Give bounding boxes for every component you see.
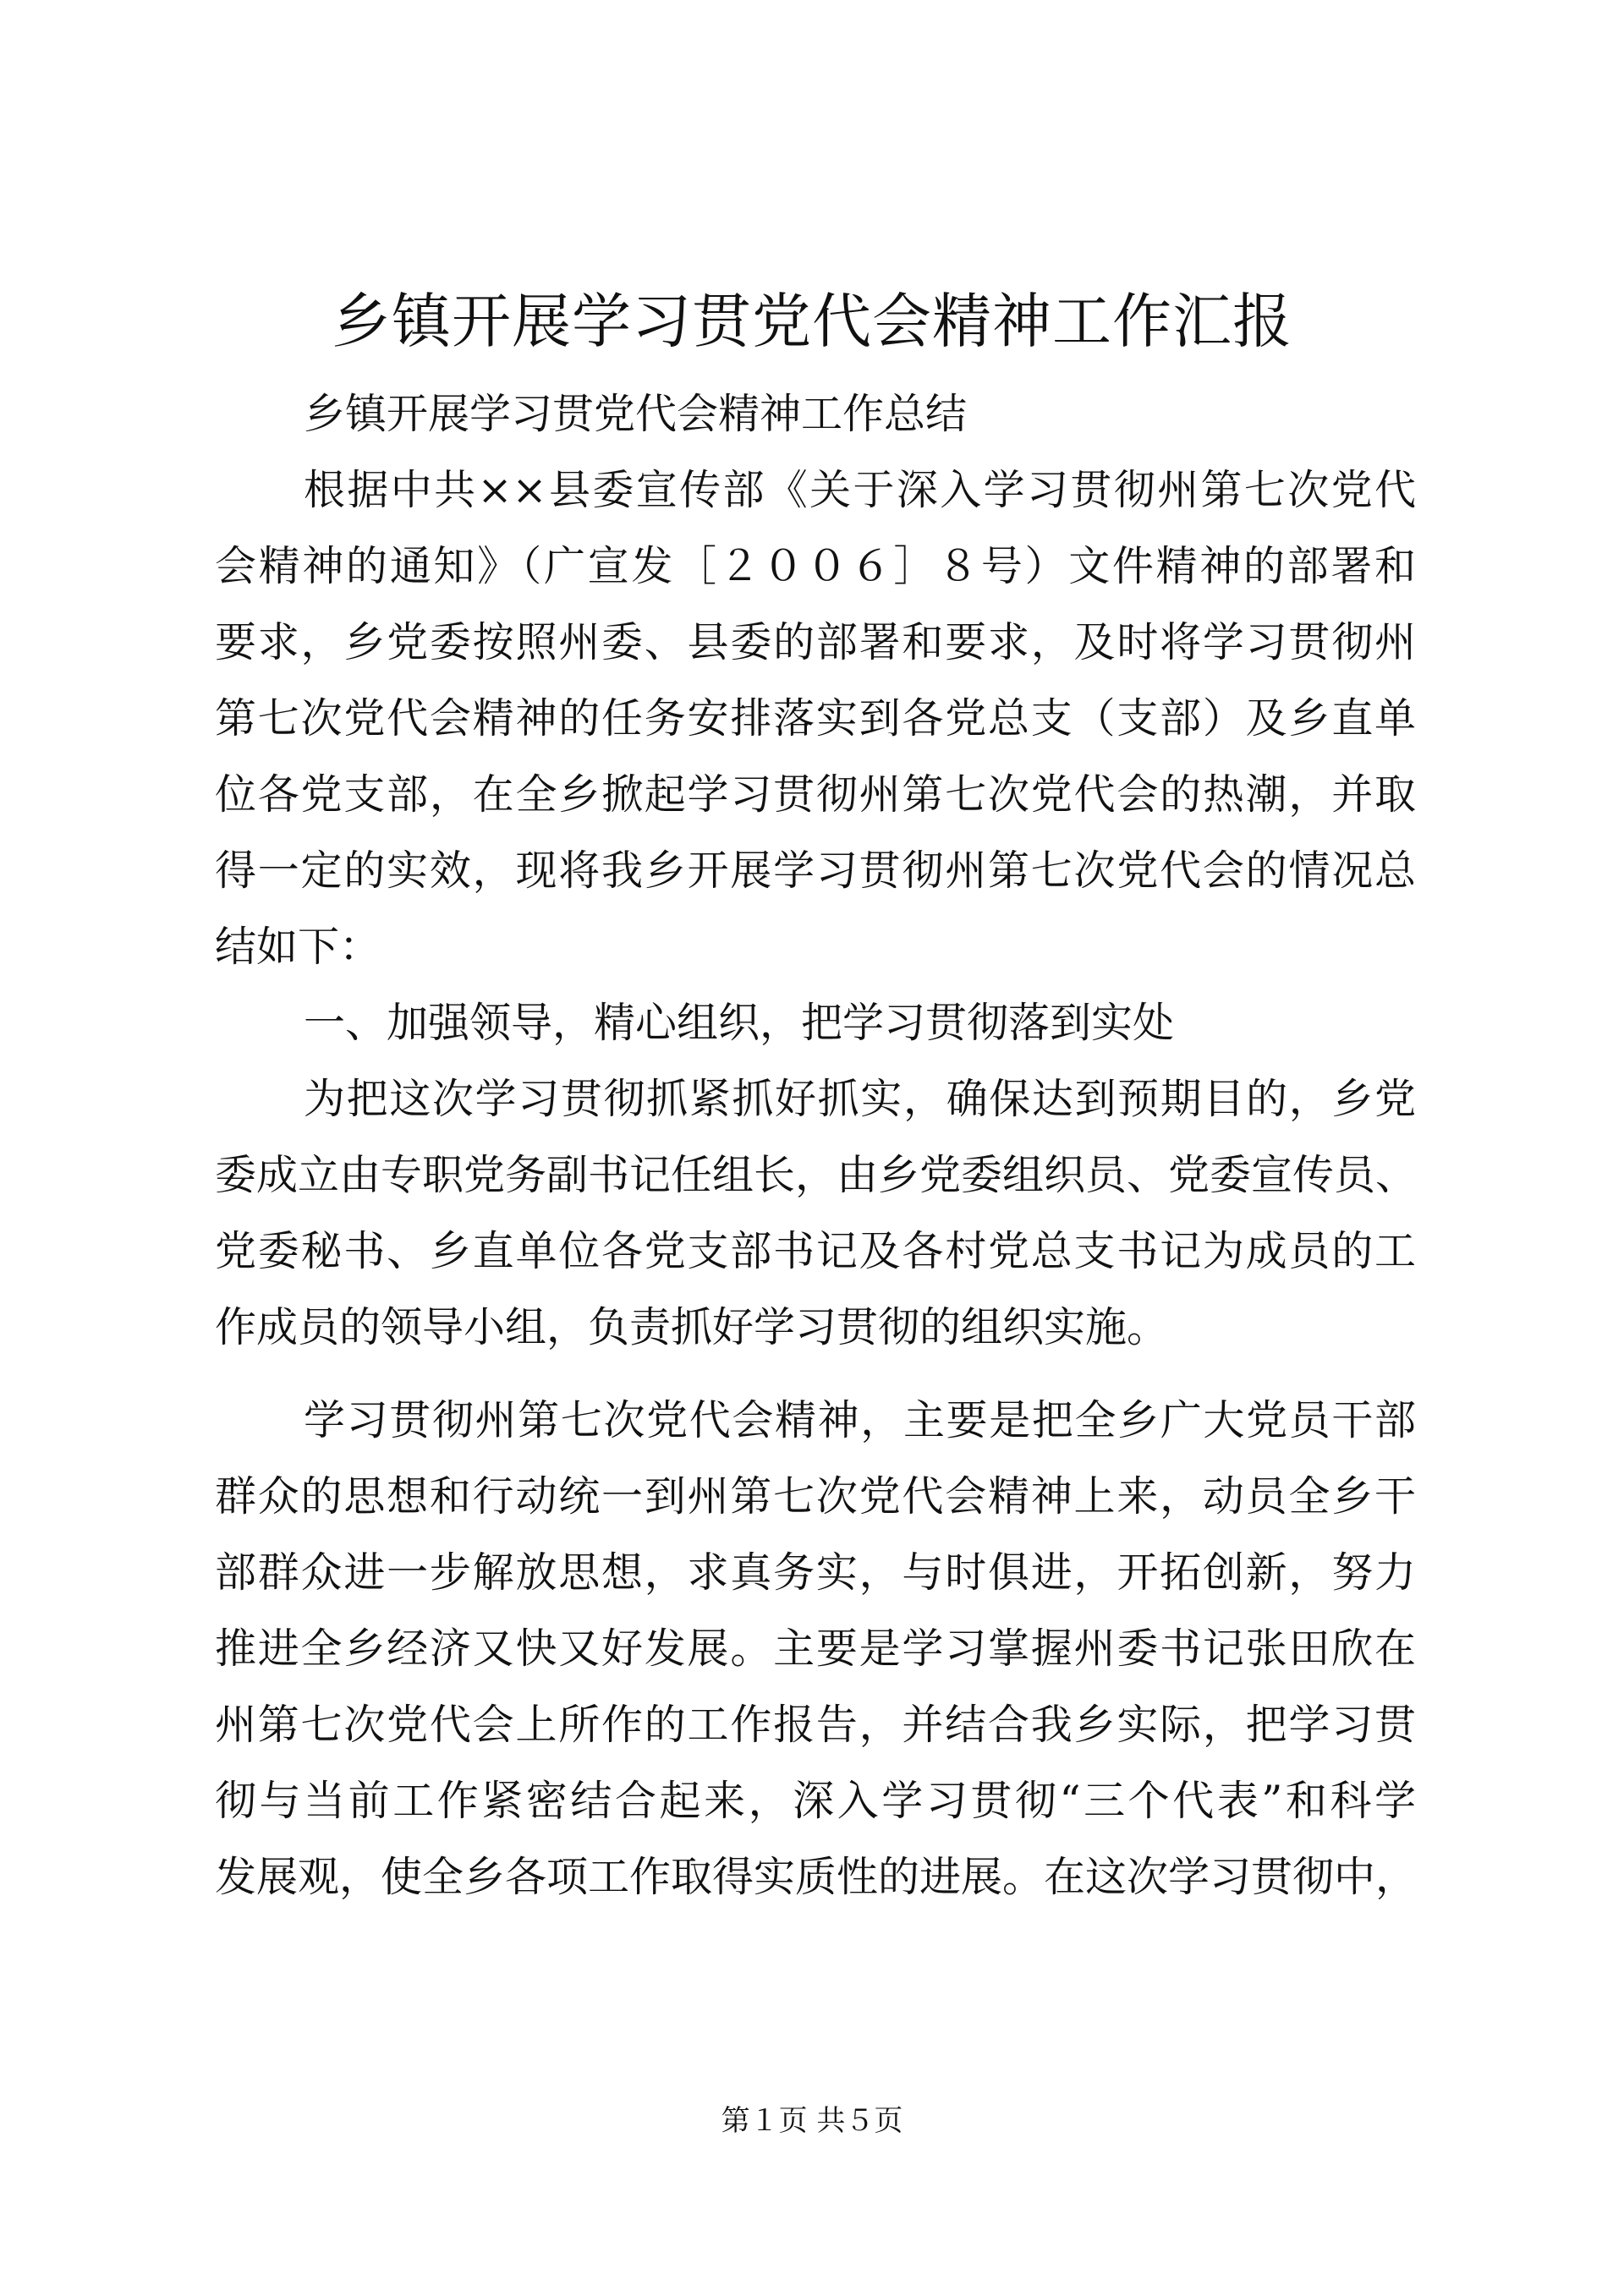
- paragraph-line: 发展观，使全乡各项工作取得实质性的进展。在这次学习贯彻中，: [215, 1853, 1418, 1901]
- paragraph-line: 第七次党代会精神的任务安排落实到各党总支（支部）及乡直单: [215, 694, 1416, 743]
- section-heading-1: [215, 985, 1416, 1061]
- paragraph-line: 为把这次学习贯彻抓紧抓好抓实，确保达到预期目的，乡党: [304, 1075, 1416, 1123]
- paragraph-line: 会精神的通知》（广宣发［２００６］８号）文件精神的部署和: [215, 542, 1416, 590]
- paragraph-line: 作成员的领导小组，负责抓好学习贯彻的组织实施。: [215, 1303, 1169, 1351]
- paragraph-line: 学习贯彻州第七次党代会精神，主要是把全乡广大党员干部: [304, 1396, 1416, 1444]
- paragraph-study-content: [215, 1383, 1416, 1915]
- paragraph-line: 委成立由专职党务副书记任组长，由乡党委组织员、党委宣传员、: [215, 1151, 1418, 1199]
- paragraph-line: 州第七次党代会上所作的工作报告，并结合我乡实际，把学习贯: [215, 1701, 1416, 1749]
- paragraph-line: 根据中共××县委宣传部《关于深入学习贯彻州第七次党代: [304, 466, 1416, 514]
- paragraph-line: 群众的思想和行动统一到州第七次党代会精神上来，动员全乡干: [215, 1472, 1416, 1521]
- paragraph-intro: [215, 452, 1416, 985]
- paragraph-line: 部群众进一步解放思想，求真务实，与时俱进，开拓创新，努力: [215, 1548, 1416, 1597]
- document-title: 乡镇开展学习贯党代会精神工作汇报: [332, 287, 1292, 356]
- paragraph-line: 结如下：: [215, 923, 381, 971]
- page-number-footer: 第１页 共５页: [721, 2104, 903, 2138]
- paragraph-line: 推进全乡经济又快又好发展。主要是学习掌握州委书记张田欣在: [215, 1625, 1416, 1673]
- section-heading: 一、加强领导，精心组织，把学习贯彻落到实处: [304, 999, 1175, 1047]
- paragraph-leadership: [215, 1061, 1416, 1366]
- paragraph-line: 彻与当前工作紧密结合起来，深入学习贯彻“三个代表”和科学: [215, 1777, 1416, 1825]
- paragraph-line: 位各党支部，在全乡掀起学习贯彻州第七次党代会的热潮，并取: [215, 770, 1416, 819]
- document-body: [215, 376, 1416, 1915]
- paragraph-line: 得一定的实效，现将我乡开展学习贯彻州第七次党代会的情况总: [215, 847, 1416, 895]
- document-subtitle: 乡镇开展学习贯党代会精神工作总结: [304, 390, 968, 438]
- paragraph-line: 要求，乡党委按照州委、县委的部署和要求，及时将学习贯彻州: [215, 618, 1416, 666]
- paragraph-line: 党委秘书、乡直单位各党支部书记及各村党总支书记为成员的工: [215, 1227, 1416, 1275]
